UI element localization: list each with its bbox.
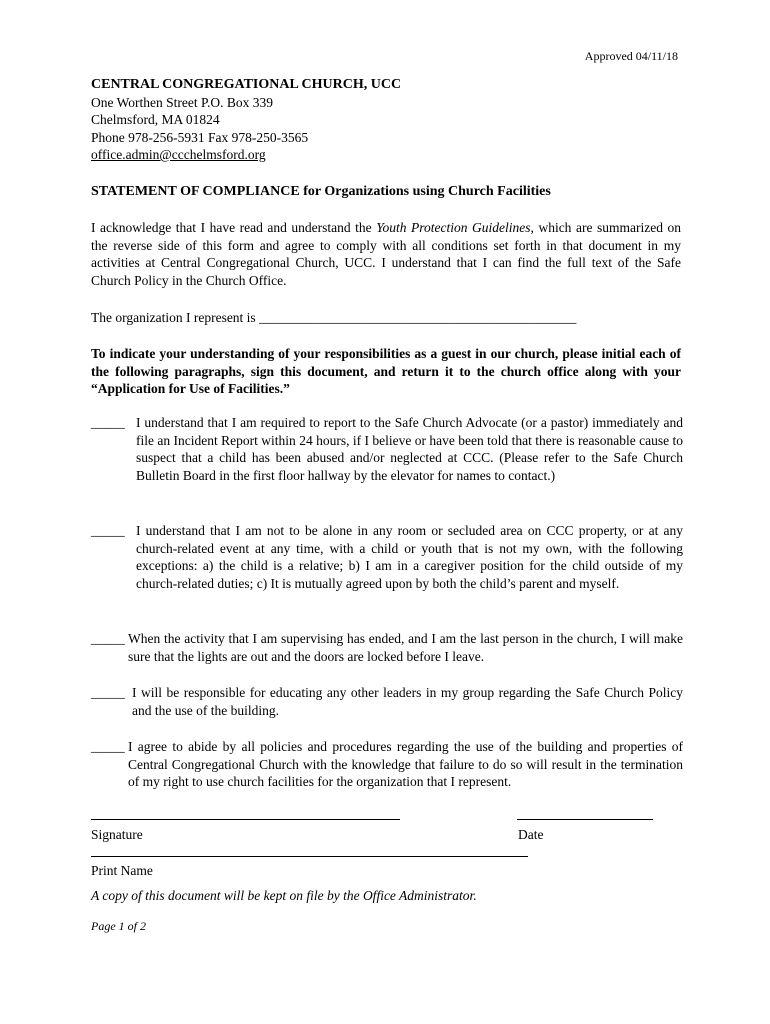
list-item	[91, 738, 683, 791]
list-item	[91, 684, 683, 719]
date-line[interactable]	[517, 819, 653, 820]
organization-field[interactable]: The organization I represent is _______________________________________________	[91, 310, 577, 325]
organization-name: CENTRAL CONGREGATIONAL CHURCH, UCC	[91, 77, 402, 92]
approval-date: Approved 04/11/18	[584, 49, 678, 63]
initial-blank[interactable]: _____	[91, 685, 125, 700]
initial-blank[interactable]: _____	[91, 739, 125, 754]
initial-blank[interactable]: _____	[91, 631, 125, 646]
list-item	[91, 522, 683, 592]
signature-line[interactable]	[91, 819, 400, 820]
phone-fax: Phone 978-256-5931 Fax 978-250-3565	[91, 129, 309, 145]
address-city: Chelmsford, MA 01824	[91, 112, 220, 127]
intro-paragraph	[91, 219, 681, 289]
intro-text-2: , which are summarized on the reverse side of this form and agree to comply with all conditions set forth in that document in my activities at Central Congregational Church, UCC. I understand that I can find the full text of the Safe Church Policy in the Church Office.	[91, 220, 681, 288]
date-label: Date	[518, 827, 544, 842]
item-text: I agree to abide by all policies and procedures regarding the use of the building and properties of Central Congregational Church with the knowledge that failure to do so will result in the termination of my right to use church facilities for the organization that I represent.	[128, 739, 683, 789]
item-text: I understand that I am not to be alone in any room or secluded area on CCC property, or at any church-related event at any time, with a child or youth that is not my own, with the following exceptions: a) the child is a relative; b) I am in a caregiver position for the child outside of my church-related duties; c) It is mutually agreed upon by both the child’s parent and myself.	[136, 523, 683, 591]
signature-label: Signature	[91, 827, 143, 842]
item-text: When the activity that I am supervising has ended, and I am the last person in the church, I will make sure that the lights are out and the doors are locked before I leave.	[128, 631, 683, 664]
guidelines-title: Youth Protection Guidelines	[376, 220, 531, 235]
print-name-line[interactable]	[91, 856, 528, 857]
list-item	[91, 630, 683, 665]
print-name-label: Print Name	[91, 863, 153, 878]
footer-note: A copy of this document will be kept on file by the Office Administrator.	[91, 888, 477, 903]
address-street: One Worthen Street P.O. Box 339	[91, 94, 274, 110]
page-number: Page 1 of 2	[91, 919, 146, 933]
initial-blank[interactable]: _____	[91, 415, 125, 430]
item-text: I understand that I am required to report to the Safe Church Advocate (or a pastor) immediately and file an Incident Report within 24 hours, if I believe or have been told that there is reasonable cause to suspect that a child has been abused and/or neglected at CCC. (Please refer to the Safe Church Bulletin Board in the first floor hallway by the elevator for names to contact.)	[136, 415, 683, 483]
initial-blank[interactable]: _____	[91, 523, 125, 538]
email-link[interactable]: office.admin@ccchelmsford.org	[91, 147, 266, 162]
document-title: STATEMENT OF COMPLIANCE for Organizations using Church Facilities	[91, 184, 551, 199]
item-text: I will be responsible for educating any other leaders in my group regarding the Safe Church Policy and the use of the building.	[132, 685, 683, 718]
intro-text-1: I acknowledge that I have read and understand the	[91, 220, 377, 235]
letterhead	[91, 76, 681, 164]
list-item	[91, 414, 683, 484]
instructions-paragraph: To indicate your understanding of your responsibilities as a guest in our church, please initial each of the following paragraphs, sign this document, and return it to the church office along with your “Application for Use of Facilities.”	[91, 346, 681, 396]
